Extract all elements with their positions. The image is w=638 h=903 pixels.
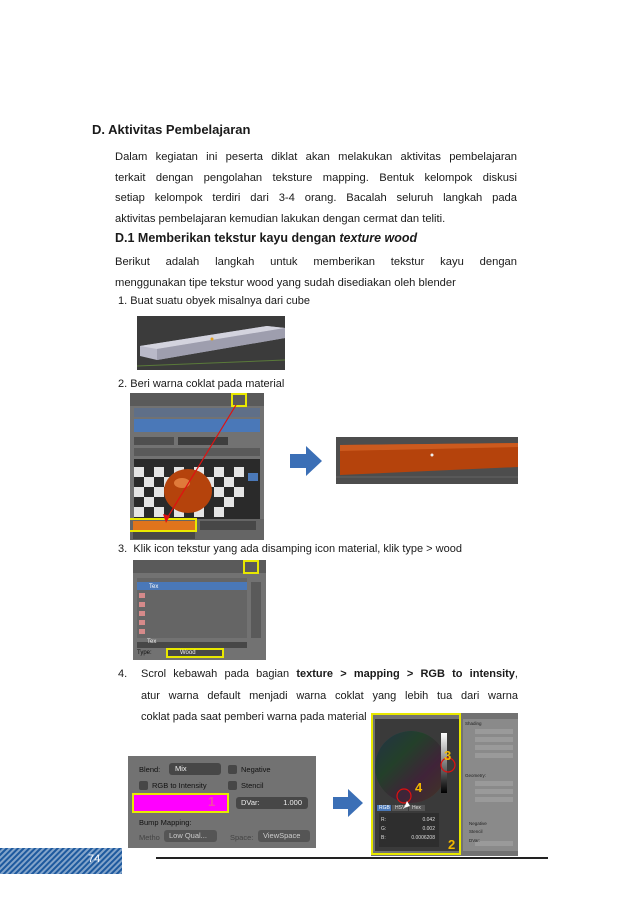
texture-panel-screenshot — [133, 560, 266, 660]
rgb-to-intensity-label: RGB to Intensity — [152, 781, 207, 790]
rgb-to-intensity-checkbox[interactable] — [139, 781, 148, 790]
marker-4: 4 — [415, 780, 423, 795]
negative-label: Negative — [241, 765, 271, 774]
blend-label: Blend: — [139, 765, 161, 774]
step-4: 4. Scrol kebawah pada bagian texture > mapping > RGB to intensity, atur warna default menjadi warna coklat yang lebih tua dari warna coklat pada saat pemberi warna pada material — [118, 664, 518, 729]
blue-arrow-icon-2 — [333, 789, 363, 817]
type-dropdown[interactable]: Wood — [166, 648, 224, 658]
paragraph-line: Dalam kegiatan ini peserta diklat akan melakukan aktivitas pembelajaran — [115, 151, 517, 163]
stencil-label: Stencil — [241, 781, 264, 790]
step-3: 3. Klik icon tekstur yang ada disamping icon material, klik type > wood — [118, 543, 462, 555]
tex-list-label: Tex — [149, 584, 159, 590]
intro-line: menggunakan tipe tekstur wood yang sudah disediakan oleh blender — [115, 276, 456, 289]
step4-line: atur warna default menjadi warna coklat yang lebih tua dari warna — [141, 689, 518, 702]
dvar-field[interactable]: DVar: 1.000 — [236, 797, 308, 809]
step-2: 2. Beri warna coklat pada material — [118, 378, 285, 390]
method-dropdown[interactable]: Low Qual... — [164, 830, 217, 842]
section-title: D. Aktivitas Pembelajaran — [92, 122, 251, 137]
blend-dropdown[interactable]: Mix — [169, 763, 221, 775]
marker-1: 1 — [208, 794, 216, 809]
brown-cube-screenshot — [336, 437, 518, 484]
cube-image — [137, 316, 285, 370]
negative-checkbox[interactable] — [228, 765, 237, 774]
tab-rgb[interactable]: RGB — [379, 805, 390, 811]
texture-panel-image — [133, 560, 266, 660]
step4-line: coklat pada saat pemberi warna pada material — [141, 711, 367, 723]
page-number: 74 — [88, 853, 101, 865]
type-label: Type: — [137, 650, 152, 656]
red-pointer-line — [130, 393, 264, 540]
subsection-title: D.1 Memberikan tekstur kayu dengan texture wood — [115, 231, 418, 245]
side-label-shading: Shading — [465, 721, 482, 726]
step-1: 1. Buat suatu obyek misalnya dari cube — [118, 295, 311, 307]
tex-label: Tex — [147, 639, 157, 645]
tab-hex[interactable]: Hex — [412, 805, 421, 811]
side-label-dvar: DVar: — [469, 838, 481, 843]
bump-mapping-label: Bump Mapping: — [139, 818, 192, 827]
mapping-panel-screenshot — [128, 756, 316, 848]
subsection-intro — [115, 252, 517, 293]
g-field[interactable]: G: 0.002 — [381, 826, 435, 832]
paragraph-line: aktivitas pembelajaran kemudian lakukan dengan cermat dan teliti. — [115, 212, 446, 225]
texture-tab-highlight — [243, 560, 259, 574]
r-field[interactable]: R: 0.042 — [381, 817, 435, 823]
paragraph-line: setiap kelompok terdiri dari 3-4 orang. Bacalah seluruh langkah pada — [115, 192, 517, 204]
paragraph-line: terkait dengan pengolahan teksture mapping. Bentuk kelompok diskusi — [115, 171, 517, 184]
method-label: Metho — [139, 833, 160, 842]
b-field[interactable]: B: 0.0006208 — [381, 835, 435, 841]
space-dropdown[interactable]: ViewSpace — [258, 830, 310, 842]
side-label-negative: Negative — [469, 821, 487, 826]
stencil-checkbox[interactable] — [228, 781, 237, 790]
color-picker-screenshot — [371, 713, 518, 856]
step4-line: Scrol kebawah pada bagian texture > mapping > RGB to intensity, — [141, 668, 518, 680]
marker-3: 3 — [444, 748, 452, 763]
page-number-badge — [0, 848, 122, 874]
tab-hsv[interactable]: HSV — [395, 805, 406, 811]
marker-2: 2 — [448, 837, 456, 852]
blue-arrow-icon — [290, 446, 322, 476]
brown-cube-image — [336, 437, 518, 484]
intro-line: Berikut adalah langkah untuk memberikan tekstur kayu dengan — [115, 256, 517, 268]
material-panel-screenshot — [130, 393, 264, 540]
side-label-geometry: Geometry: — [465, 773, 487, 778]
side-label-stencil: Stencil — [469, 829, 483, 834]
space-label: Space: — [230, 833, 254, 842]
footer-divider — [156, 857, 548, 859]
intro-paragraph — [115, 147, 517, 229]
cube-screenshot — [137, 316, 285, 370]
